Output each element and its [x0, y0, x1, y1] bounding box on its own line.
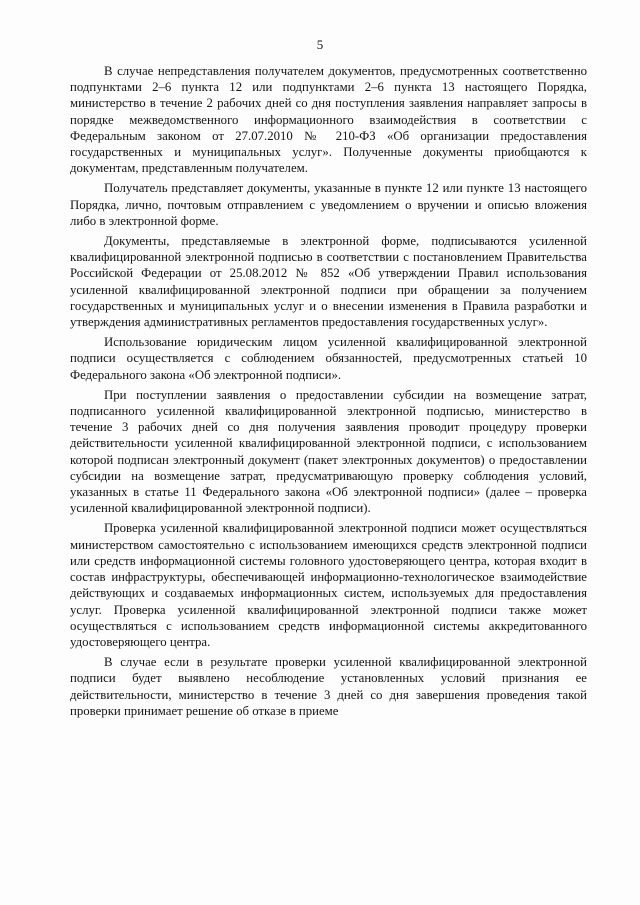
- paragraph-3: Документы, представляемые в электронной форме, подписываются усиленной квалифицированной электронной подписью в соответствии с постановлением Правительства Российской Федерации от 25.08.2012 № 852 «Об утверждении Правил использования усиленной квалифицированной электронной подписи при обращении за получением государственных и муниципальных услуг и о внесении изменения в Правила разработки и утверждения административных регламентов предоставления государственных услуг».: [70, 234, 587, 330]
- paragraph-4: Использование юридическим лицом усиленной квалифицированной электронной подписи осуществляется с соблюдением обязанностей, предусмотренных статьей 10 Федерального закона «Об электронной подписи».: [70, 335, 587, 382]
- paragraph-6: Проверка усиленной квалифицированной электронной подписи может осуществляться министерством самостоятельно с использованием имеющихся средств электронной подписи или средств информационной системы головного удостоверяющего центра, которая входит в состав инфраструктуры, обеспечивающей информационно-технологическое взаимодействие действующих и создаваемых информационных систем, используемых для предоставления услуг. Проверка усиленной квалифицированной электронной подписи также может осуществляться с использованием средств информационной системы аккредитованного удостоверяющего центра.: [70, 521, 587, 649]
- paragraph-5: При поступлении заявления о предоставлении субсидии на возмещение затрат, подписанного усиленной квалифицированной электронной подписью, министерство в течение 3 рабочих дней со дня получения заявления проводит процедуру проверки действительности усиленной квалифицированной электронной подписи, с использованием которой подписан электронный документ (пакет электронных документов) о предоставлении субсидии на возмещение затрат, предусматривающую проверку соблюдения условий, указанных в статье 11 Федерального закона «Об электронной подписи» (далее – проверка усиленной квалифицированной электронной подписи).: [70, 387, 587, 516]
- paragraph-1: В случае непредставления получателем документов, предусмотренных соответственно подпунктами 2–6 пункта 12 или подпунктами 2–6 пункта 13 настоящего Порядка, министерство в течение 2 рабочих дней со дня поступления заявления направляет запросы в порядке межведомственного информационного взаимодействия в соответствии с Федеральным законом от 27.07.2010 № 210-ФЗ «Об организации предоставления государственных и муниципальных услуг». Полученные документы приобщаются к документам, представленным получателем.: [70, 64, 587, 176]
- body-text: [70, 63, 587, 723]
- paragraph-7: В случае если в результате проверки усиленной квалифицированной электронной подписи будет выявлено несоблюдение установленных условий признания ее действительности, министерство в течение 3 дней со дня завершения проведения такой проверки принимает решение об отказе в приеме: [70, 655, 587, 718]
- page-number: 5: [316, 37, 324, 52]
- paragraph-2: Получатель представляет документы, указанные в пункте 12 или пункте 13 настоящего Порядка, лично, почтовым отправлением с уведомлением о вручении и описью вложения либо в электронной форме.: [70, 181, 587, 228]
